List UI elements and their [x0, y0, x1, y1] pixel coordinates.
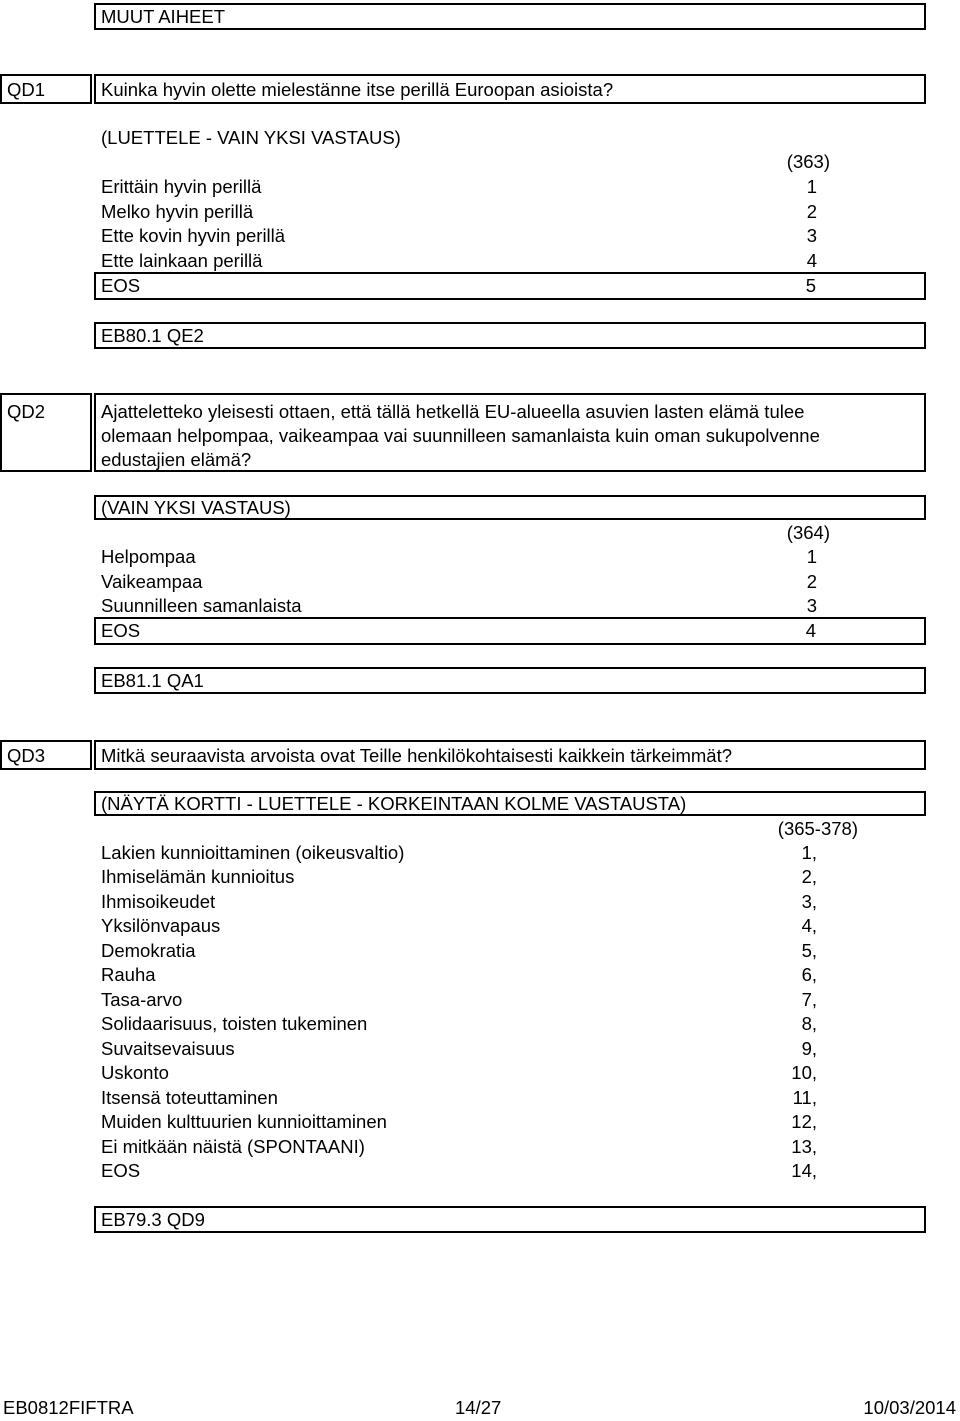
document-id: EB0812FIFTRA [3, 1397, 134, 1418]
column-number: (363) [786, 151, 830, 172]
answer-option-label: Ihmisoikeudet [101, 891, 216, 912]
answer-option-code: 2, [801, 866, 817, 887]
answer-option-code: 9, [801, 1038, 817, 1059]
question-text-box [94, 393, 926, 472]
question-text: Mitkä seuraavista arvoista ovat Teille henkilökohtaisesti kaikkein tärkeimmät? [101, 745, 732, 766]
answer-option-code: 1 [806, 546, 817, 567]
answer-option-label: Erittäin hyvin perillä [101, 176, 262, 197]
answer-option-label: Suunnilleen samanlaista [101, 595, 302, 616]
page-number: 14/27 [455, 1397, 502, 1418]
answer-option-label: Uskonto [101, 1062, 169, 1083]
answer-option-code: 6, [801, 964, 817, 985]
answer-option-box [94, 617, 926, 645]
question-id: QD3 [7, 745, 46, 766]
answer-option-code: 5, [801, 940, 817, 961]
answer-option-label: Ette lainkaan perillä [101, 250, 263, 271]
section-header: MUUT AIHEET [101, 6, 226, 27]
answer-option-code: 2 [806, 201, 817, 222]
answer-option-code: 5 [805, 275, 816, 296]
answer-option-code: 2 [806, 571, 817, 592]
question-id-box [0, 393, 92, 472]
question-instruction: (VAIN YKSI VASTAUS) [101, 497, 291, 518]
answer-option-label: Melko hyvin perillä [101, 201, 254, 222]
instruction-box [94, 495, 926, 520]
question-text-box [94, 740, 926, 770]
question-id-box [0, 74, 92, 104]
answer-option-label: Demokratia [101, 940, 196, 961]
answer-option-code: 10, [791, 1062, 817, 1083]
answer-option-code: 1 [806, 176, 817, 197]
answer-option-code: 3, [801, 891, 817, 912]
answer-option-label: Itsensä toteuttaminen [101, 1087, 278, 1108]
answer-option-code: 3 [806, 225, 817, 246]
answer-option-label: EOS [101, 275, 141, 296]
source-reference-box [94, 1206, 926, 1233]
section-header-box [94, 3, 926, 30]
answer-option-code: 13, [791, 1136, 817, 1157]
question-id: QD2 [7, 401, 46, 422]
answer-option-code: 14, [791, 1160, 817, 1181]
question-text-line: edustajien elämä? [101, 449, 252, 470]
column-number: (364) [786, 522, 830, 543]
answer-option-label: Lakien kunnioittaminen (oikeusvaltio) [101, 842, 405, 863]
answer-option-label: Helpompaa [101, 546, 196, 567]
question-text: Kuinka hyvin olette mielestänne itse perillä Euroopan asioista? [101, 79, 614, 100]
answer-option-code: 11, [792, 1087, 817, 1108]
answer-option-label: Tasa-arvo [101, 989, 183, 1010]
answer-option-code: 8, [801, 1013, 817, 1034]
question-text-line: olemaan helpompaa, vaikeampaa vai suunnilleen samanlaista kuin oman sukupolvenne [101, 425, 820, 446]
source-reference: EB80.1 QE2 [101, 325, 204, 346]
question-instruction: (LUETTELE - VAIN YKSI VASTAUS) [101, 127, 401, 148]
answer-option-label: Rauha [101, 964, 156, 985]
source-reference: EB79.3 QD9 [101, 1209, 205, 1230]
answer-option-label: Ei mitkään näistä (SPONTAANI) [101, 1136, 365, 1157]
question-id: QD1 [7, 79, 46, 100]
answer-option-label: Yksilönvapaus [101, 915, 221, 936]
document-date: 10/03/2014 [863, 1397, 956, 1418]
answer-option-label: EOS [101, 1160, 141, 1181]
answer-option-label: Ette kovin hyvin perillä [101, 225, 286, 246]
instruction-box [94, 791, 926, 816]
answer-option-code: 12, [791, 1111, 817, 1132]
answer-option-label: EOS [101, 620, 141, 641]
answer-option-box [94, 272, 926, 300]
question-id-box [0, 740, 92, 770]
question-instruction: (NÄYTÄ KORTTI - LUETTELE - KORKEINTAAN KOLME VASTAUSTA) [101, 793, 687, 814]
answer-option-label: Solidaarisuus, toisten tukeminen [101, 1013, 368, 1034]
question-text-box [94, 74, 926, 104]
answer-option-label: Ihmiselämän kunnioitus [101, 866, 295, 887]
answer-option-code: 4 [806, 250, 817, 271]
source-reference-box [94, 322, 926, 349]
source-reference-box [94, 667, 926, 694]
answer-option-code: 3 [806, 595, 817, 616]
answer-option-label: Muiden kulttuurien kunnioittaminen [101, 1111, 387, 1132]
source-reference: EB81.1 QA1 [101, 670, 204, 691]
column-number: (365-378) [777, 818, 858, 839]
answer-option-code: 4 [805, 620, 816, 641]
answer-option-label: Vaikeampaa [101, 571, 203, 592]
answer-option-code: 7, [801, 989, 817, 1010]
answer-option-label: Suvaitsevaisuus [101, 1038, 235, 1059]
answer-option-code: 1, [801, 842, 817, 863]
question-text-line: Ajatteletteko yleisesti ottaen, että tällä hetkellä EU-alueella asuvien lasten elämä tulee [101, 401, 805, 422]
answer-option-code: 4, [801, 915, 817, 936]
